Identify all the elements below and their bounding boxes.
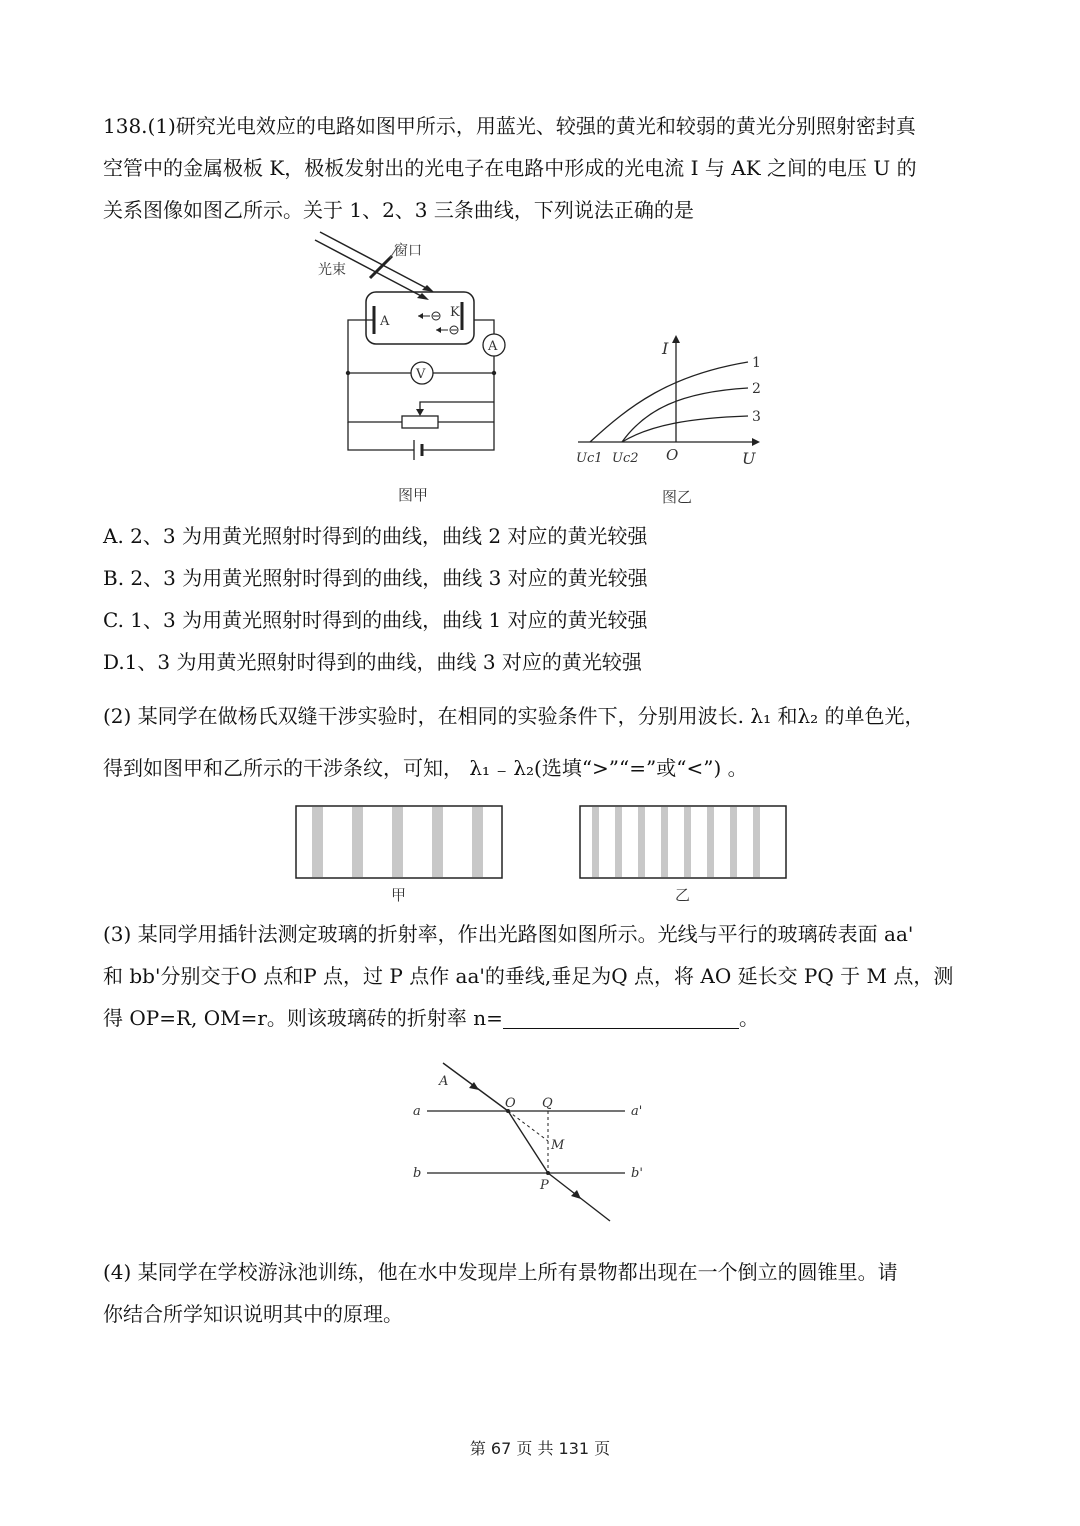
q2-line-1: (2) 某同学在做杨氏双缝干涉实验时，在相同的实验条件下，分别用波长. λ₁ 和λ₂ 的单色光， (103, 704, 925, 728)
label-point-o: O (505, 1096, 516, 1111)
answer-blank (503, 1006, 739, 1029)
label-point-q: Q (542, 1096, 553, 1111)
q1-line-1: 138.(1)研究光电效应的电路如图甲所示，用蓝光、较强的黄光和较弱的黄光分别照射密封真 (103, 114, 916, 138)
q4-line-2: 你结合所学知识说明其中的原理。 (103, 1302, 403, 1326)
q1-line-3: 关系图像如图乙所示。关于 1、2、3 三条曲线，下列说法正确的是 (103, 198, 694, 222)
caption-fringe-a: 甲 (391, 886, 407, 904)
q1-line-2: 空管中的金属极板 K，极板发射出的光电子在电路中形成的光电流 I 与 AK 之间的电压 U 的 (103, 156, 917, 180)
caption-fig-b: 图乙 (662, 488, 693, 506)
label-point-a: A (439, 1074, 449, 1089)
caption-fringe-b: 乙 (675, 886, 691, 904)
label-point-p: P (540, 1178, 549, 1193)
refraction-diagram (405, 1055, 665, 1230)
option-d: D.1、3 为用黄光照射时得到的曲线，曲线 3 对应的黄光较强 (103, 650, 642, 674)
ammeter-label: A (488, 339, 498, 354)
label-b: b (413, 1166, 422, 1181)
origin-label: O (666, 446, 679, 464)
curve-2-label: 2 (752, 381, 761, 397)
caption-fig-a: 图甲 (398, 486, 429, 504)
page-footer: 第 67 页 共 131 页 (469, 1439, 611, 1458)
option-a: A. 2、3 为用黄光照射时得到的曲线，曲线 2 对应的黄光较强 (103, 524, 648, 548)
circuit-diagram (310, 230, 530, 510)
label-beam: 光束 (318, 262, 346, 278)
uc1-label: Uc1 (576, 451, 603, 466)
curve-3 (622, 416, 748, 442)
q3-line-2: 和 bb'分别交于O 点和P 点，过 P 点作 aa'的垂线,垂足为Q 点，将 AO 延长交 PQ 于 M 点，测 (103, 964, 954, 988)
label-window: 窗口 (394, 243, 422, 259)
axis-i-label: I (662, 339, 669, 358)
uc2-label: Uc2 (612, 451, 639, 466)
axis-u-label: U (742, 449, 756, 468)
q3-line-3 (103, 1004, 759, 1032)
q3-line-1: (3) 某同学用插针法测定玻璃的折射率，作出光路图如图所示。光线与平行的玻璃砖表面 aa' (103, 922, 914, 946)
label-point-m: M (551, 1138, 565, 1153)
iu-graph (570, 330, 770, 510)
voltmeter-label: V (416, 367, 426, 382)
label-a-prime: a' (631, 1104, 643, 1119)
curve-1 (590, 362, 748, 442)
curve-2 (622, 388, 748, 442)
option-c: C. 1、3 为用黄光照射时得到的曲线，曲线 1 对应的黄光较强 (103, 608, 648, 632)
q3-line-3-suffix: 。 (738, 1006, 759, 1030)
label-a: a (413, 1104, 421, 1119)
q2-line-2: 得到如图甲和乙所示的干涉条纹，可知， λ₁ ₋ λ₂(选填“>”“=”或“<”) 。 (103, 756, 748, 780)
q4-line-1: (4) 某同学在学校游泳池训练，他在水中发现岸上所有景物都出现在一个倒立的圆锥里。请 (103, 1260, 898, 1284)
label-plate-k: K (450, 305, 460, 320)
label-b-prime: b' (631, 1166, 643, 1181)
curve-3-label: 3 (752, 409, 761, 425)
q3-line-3-prefix: 得 OP=R, OM=r。则该玻璃砖的折射率 n= (103, 1006, 503, 1030)
label-plate-a: A (380, 314, 390, 329)
interference-fringes (290, 800, 810, 910)
option-b: B. 2、3 为用黄光照射时得到的曲线，曲线 3 对应的黄光较强 (103, 566, 648, 590)
curve-1-label: 1 (752, 355, 761, 371)
